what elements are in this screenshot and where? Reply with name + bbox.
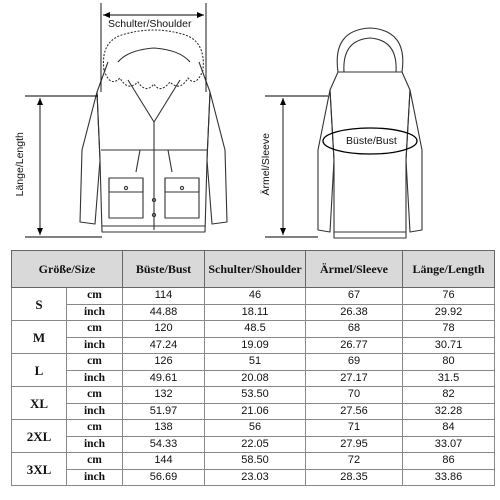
length-label: Länge/Length bbox=[13, 132, 26, 197]
length-value: 29.92 bbox=[403, 304, 495, 321]
bust-value: 51.97 bbox=[123, 403, 205, 420]
sleeve-value: 27.17 bbox=[306, 370, 403, 387]
bust-value: 56.69 bbox=[123, 469, 205, 486]
unit-inch: inch bbox=[67, 469, 123, 486]
shoulder-value: 20.08 bbox=[205, 370, 306, 387]
header-shoulder: Schulter/Shoulder bbox=[205, 251, 306, 288]
table-row bbox=[12, 370, 495, 387]
shoulder-value: 46 bbox=[205, 288, 306, 305]
shoulder-value: 53.50 bbox=[205, 387, 306, 404]
length-value: 32.28 bbox=[403, 403, 495, 420]
table-row bbox=[12, 420, 495, 437]
table-row bbox=[12, 304, 495, 321]
sleeve-label: Ärmel/Sleeve bbox=[259, 133, 272, 196]
unit-cm: cm bbox=[67, 354, 123, 371]
size-name: 3XL bbox=[12, 453, 67, 486]
unit-inch: inch bbox=[67, 337, 123, 354]
size-name: L bbox=[12, 354, 67, 387]
length-value: 80 bbox=[403, 354, 495, 371]
shoulder-value: 56 bbox=[205, 420, 306, 437]
table-row bbox=[12, 337, 495, 354]
sleeve-value: 26.77 bbox=[306, 337, 403, 354]
header-size: Größe/Size bbox=[12, 251, 123, 288]
table-header-row bbox=[12, 251, 495, 288]
shoulder-value: 58.50 bbox=[205, 453, 306, 470]
table-row bbox=[12, 354, 495, 371]
bust-value: 120 bbox=[123, 321, 205, 338]
length-value: 31.5 bbox=[403, 370, 495, 387]
sleeve-value: 28.35 bbox=[306, 469, 403, 486]
sleeve-value: 27.95 bbox=[306, 436, 403, 453]
length-value: 82 bbox=[403, 387, 495, 404]
size-name: S bbox=[12, 288, 67, 321]
sleeve-value: 70 bbox=[306, 387, 403, 404]
table-row bbox=[12, 436, 495, 453]
shoulder-value: 23.03 bbox=[205, 469, 306, 486]
length-value: 84 bbox=[403, 420, 495, 437]
unit-cm: cm bbox=[67, 420, 123, 437]
unit-cm: cm bbox=[67, 453, 123, 470]
table-row bbox=[12, 453, 495, 470]
length-value: 76 bbox=[403, 288, 495, 305]
bust-value: 44.88 bbox=[123, 304, 205, 321]
sleeve-value: 71 bbox=[306, 420, 403, 437]
unit-inch: inch bbox=[67, 403, 123, 420]
bust-value: 47.24 bbox=[123, 337, 205, 354]
header-bust: Büste/Bust bbox=[123, 251, 205, 288]
table-row bbox=[12, 469, 495, 486]
header-length: Länge/Length bbox=[403, 251, 495, 288]
shoulder-value: 19.09 bbox=[205, 337, 306, 354]
bust-label: Büste/Bust bbox=[346, 135, 397, 147]
unit-cm: cm bbox=[67, 321, 123, 338]
shoulder-value: 18.11 bbox=[205, 304, 306, 321]
length-value: 33.86 bbox=[403, 469, 495, 486]
sleeve-value: 26.38 bbox=[306, 304, 403, 321]
shoulder-value: 21.06 bbox=[205, 403, 306, 420]
bust-value: 144 bbox=[123, 453, 205, 470]
size-name: XL bbox=[12, 387, 67, 420]
unit-inch: inch bbox=[67, 436, 123, 453]
table-row bbox=[12, 288, 495, 305]
bust-value: 138 bbox=[123, 420, 205, 437]
bust-value: 114 bbox=[123, 288, 205, 305]
unit-cm: cm bbox=[67, 387, 123, 404]
header-sleeve: Ärmel/Sleeve bbox=[306, 251, 403, 288]
front-jacket-icon bbox=[80, 30, 227, 232]
shoulder-label: Schulter/Shoulder bbox=[108, 18, 192, 30]
unit-inch: inch bbox=[67, 304, 123, 321]
table-row bbox=[12, 387, 495, 404]
size-table bbox=[11, 250, 495, 486]
sleeve-value: 72 bbox=[306, 453, 403, 470]
length-value: 33.07 bbox=[403, 436, 495, 453]
bust-value: 126 bbox=[123, 354, 205, 371]
shoulder-value: 51 bbox=[205, 354, 306, 371]
shoulder-value: 48.5 bbox=[205, 321, 306, 338]
shoulder-value: 22.05 bbox=[205, 436, 306, 453]
sleeve-value: 68 bbox=[306, 321, 403, 338]
length-value: 30.71 bbox=[403, 337, 495, 354]
table-row bbox=[12, 321, 495, 338]
sleeve-value: 69 bbox=[306, 354, 403, 371]
sleeve-value: 27.56 bbox=[306, 403, 403, 420]
length-value: 78 bbox=[403, 321, 495, 338]
sleeve-value: 67 bbox=[306, 288, 403, 305]
unit-inch: inch bbox=[67, 370, 123, 387]
size-name: 2XL bbox=[12, 420, 67, 453]
bust-value: 132 bbox=[123, 387, 205, 404]
unit-cm: cm bbox=[67, 288, 123, 305]
length-value: 86 bbox=[403, 453, 495, 470]
size-name: M bbox=[12, 321, 67, 354]
bust-value: 54.33 bbox=[123, 436, 205, 453]
table-row bbox=[12, 403, 495, 420]
bust-value: 49.61 bbox=[123, 370, 205, 387]
